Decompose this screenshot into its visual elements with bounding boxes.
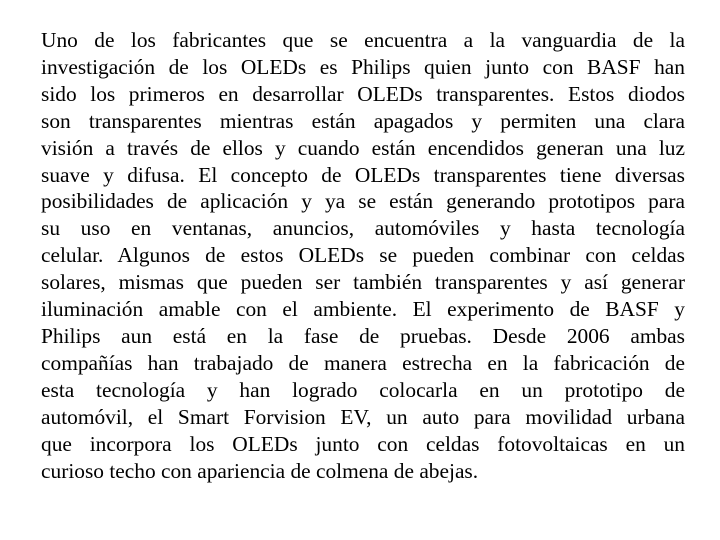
paragraph-line: que incorpora los OLEDs junto con celdas fotovoltaicas en un	[41, 431, 685, 456]
paragraph-line: su uso en ventanas, anuncios, automóviles y hasta tecnología	[41, 216, 685, 241]
paragraph-line: investigación de los OLEDs es Philips quien junto con BASF han	[41, 54, 685, 79]
paragraph-line: sido los primeros en desarrollar OLEDs transparentes. Estos diodos	[41, 81, 685, 106]
paragraph-line: esta tecnología y han logrado colocarla en un prototipo de	[41, 377, 685, 402]
paragraph-line: visión a través de ellos y cuando están encendidos generan una luz	[41, 135, 685, 160]
paragraph-line: Uno de los fabricantes que se encuentra a la vanguardia de la	[41, 28, 685, 52]
paragraph-line: compañías han trabajado de manera estrecha en la fabricación de	[41, 350, 685, 375]
paragraph-line: Philips aun está en la fase de pruebas. Desde 2006 ambas	[41, 323, 685, 348]
paragraph-line: son transparentes mientras están apagados y permiten una clara	[41, 108, 685, 133]
paragraph-line: solares, mismas que pueden ser también transparentes y así generar	[41, 270, 685, 295]
paragraph-line: celular. Algunos de estos OLEDs se pueden combinar con celdas	[41, 243, 685, 268]
paragraph-line: automóvil, el Smart Forvision EV, un auto para movilidad urbana	[41, 404, 685, 429]
paragraph-line: suave y difusa. El concepto de OLEDs transparentes tiene diversas	[41, 162, 685, 187]
paragraph-line-last: curioso techo con apariencia de colmena de abejas.	[41, 458, 479, 483]
paragraph-line: iluminación amable con el ambiente. El experimento de BASF y	[41, 297, 685, 322]
paragraph-line: posibilidades de aplicación y ya se están generando prototipos para	[41, 189, 685, 214]
body-paragraph	[41, 27, 685, 484]
